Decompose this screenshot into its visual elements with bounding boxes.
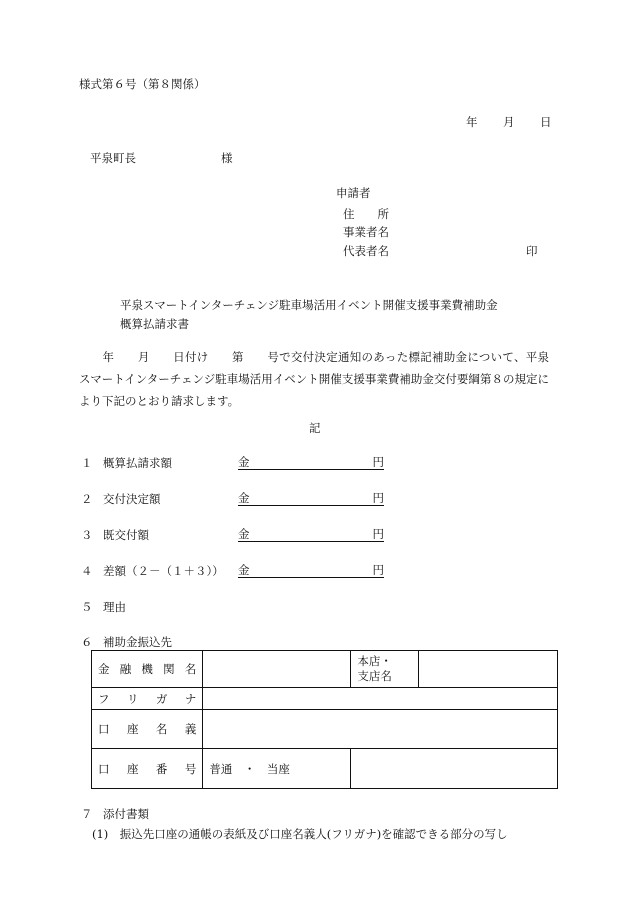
kin-label: 金 bbox=[238, 491, 250, 505]
item-number: １ bbox=[81, 456, 93, 470]
account-holder-label-cell bbox=[92, 710, 203, 749]
attachment-item-1: (1) 振込先口座の通帳の表紙及び口座名義人(フリガナ)を確認できる部分の写し bbox=[92, 827, 508, 841]
item-label: 概算払請求額 bbox=[103, 456, 172, 470]
bank-name-field[interactable] bbox=[203, 651, 351, 688]
yen-label: 円 bbox=[372, 455, 384, 469]
account-holder-label: 口 座 名 義 bbox=[98, 722, 197, 736]
date-month: 月 bbox=[503, 115, 515, 129]
branch-label-line2: 支店名 bbox=[357, 669, 392, 683]
addressee-honorific: 様 bbox=[221, 151, 233, 165]
form-number: 様式第６号（第８関係） bbox=[79, 77, 206, 91]
applicant-representative-label: 代表者名 bbox=[343, 244, 389, 258]
addressee-mayor: 平泉町長 bbox=[90, 151, 136, 165]
seal-mark: 印 bbox=[526, 244, 538, 258]
account-holder-field[interactable] bbox=[203, 710, 558, 749]
account-type-selector[interactable]: 普通 ・ 当座 bbox=[203, 749, 351, 789]
amount-field[interactable] bbox=[238, 526, 384, 542]
kin-label: 金 bbox=[238, 563, 250, 577]
item-number: ５ bbox=[81, 600, 93, 614]
yen-label: 円 bbox=[372, 563, 384, 577]
kin-label: 金 bbox=[238, 527, 250, 541]
account-number-label: 口 座 番 号 bbox=[98, 761, 197, 776]
bank-transfer-label: 補助金振込先 bbox=[103, 635, 172, 649]
document-title-line2: 概算払請求書 bbox=[120, 317, 189, 331]
branch-name-field[interactable] bbox=[419, 651, 558, 688]
kin-label: 金 bbox=[238, 455, 250, 469]
yen-label: 円 bbox=[372, 491, 384, 505]
date-year: 年 bbox=[466, 115, 478, 129]
ki-heading: 記 bbox=[309, 421, 321, 435]
amount-field[interactable] bbox=[238, 490, 384, 506]
body-text: 年 月 日付け 第 号で交付決定通知のあった標記補助金について、平泉スマートインターチェンジ駐車場活用イベント開催支援事業費補助金交付要綱第８の規定により下記のとおり請求します。 bbox=[79, 350, 549, 408]
item-number: ３ bbox=[81, 528, 93, 542]
furigana-field[interactable] bbox=[203, 688, 558, 710]
applicant-business-label: 事業者名 bbox=[343, 225, 389, 239]
item-number: ６ bbox=[81, 635, 93, 649]
branch-label-cell bbox=[351, 651, 419, 688]
bank-account-table bbox=[91, 650, 558, 789]
item-label: 既交付額 bbox=[103, 528, 149, 542]
bank-name-label-cell bbox=[92, 651, 203, 688]
amount-field[interactable] bbox=[238, 454, 384, 470]
attachments-label: 添付書類 bbox=[103, 807, 149, 821]
applicant-title: 申請者 bbox=[336, 186, 371, 200]
document-title-line1: 平泉スマートインターチェンジ駐車場活用イベント開催支援事業費補助金 bbox=[120, 298, 498, 312]
date-day: 日 bbox=[540, 115, 552, 129]
item-number: ７ bbox=[81, 807, 93, 821]
reason-label: 理由 bbox=[103, 600, 126, 614]
amount-field[interactable] bbox=[238, 562, 384, 578]
furigana-label-cell bbox=[92, 688, 203, 710]
yen-label: 円 bbox=[372, 527, 384, 541]
applicant-address-label: 住 所 bbox=[343, 207, 389, 221]
furigana-label: フ リ ガ ナ bbox=[98, 691, 197, 706]
item-label: 差額（２－（１＋３）） bbox=[103, 564, 224, 578]
item-number: ２ bbox=[81, 492, 93, 506]
branch-label-line1: 本店・ bbox=[357, 654, 392, 668]
account-number-label-cell bbox=[92, 749, 203, 789]
bank-name-label: 金 融 機 関 名 bbox=[98, 662, 197, 676]
item-label: 交付決定額 bbox=[103, 492, 161, 506]
item-number: ４ bbox=[81, 564, 93, 578]
account-number-field[interactable] bbox=[351, 749, 558, 789]
